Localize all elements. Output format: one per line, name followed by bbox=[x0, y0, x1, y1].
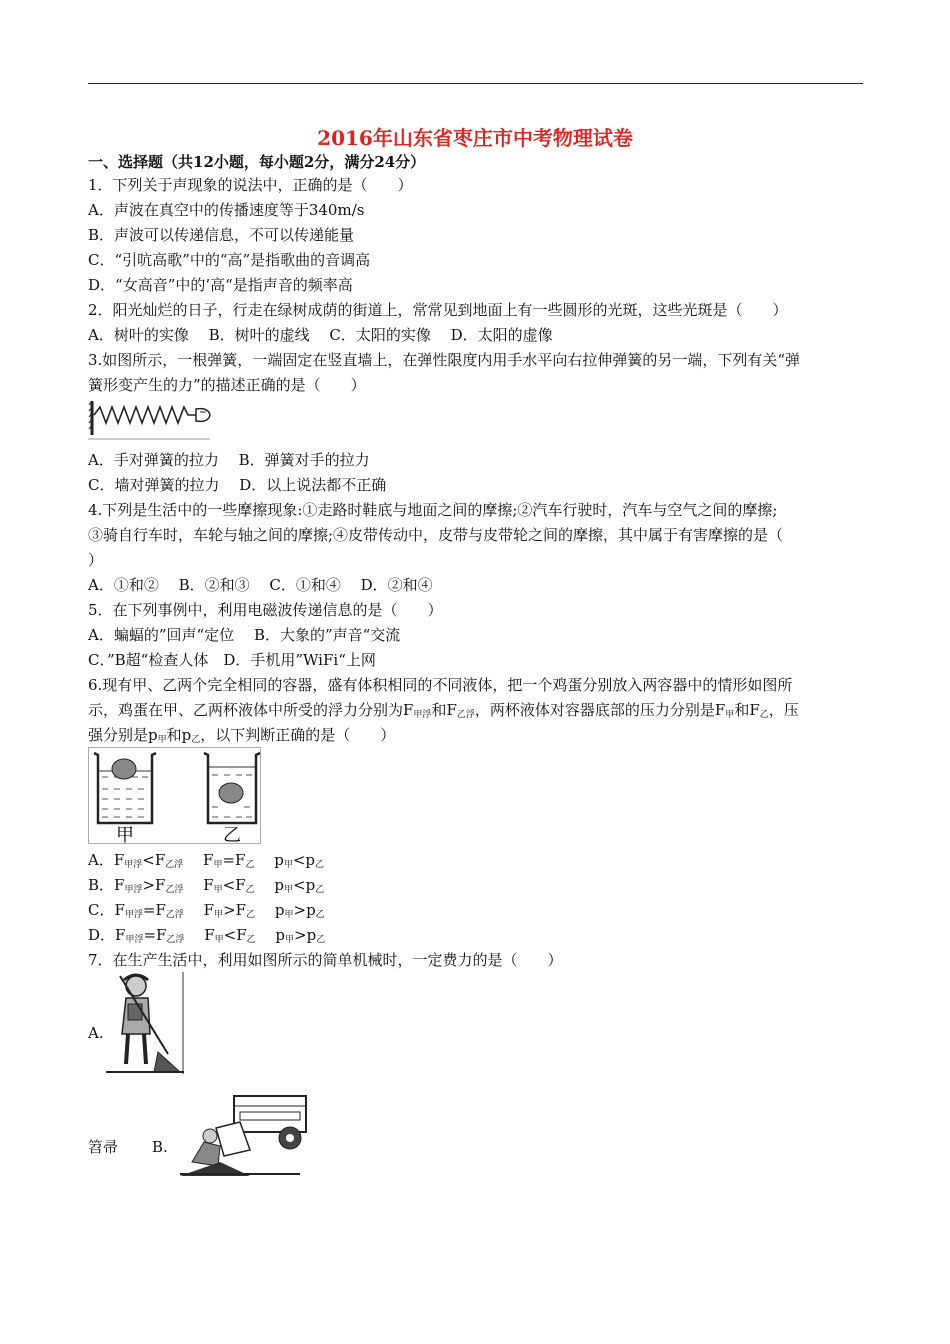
q6-stem-line3: 强分别是$p_甲$和$p_乙$，以下判断正确的是（ ） bbox=[88, 726, 396, 745]
q1-option-d: D．“女高音”中的’高“是指声音的频率高 bbox=[88, 276, 353, 294]
q4-stem-line2: ③骑自行车时，车轮与轴之间的摩擦;④皮带传动中，皮带与皮带轮之间的摩擦，其中属于有害摩擦的是（ bbox=[88, 526, 784, 544]
q3-options-ab: A．手对弹簧的拉力 B．弹簧对手的拉力 bbox=[88, 451, 370, 469]
q6-option-b: B．$F_{甲浮}>F_{乙浮}$ $F_甲<F_乙$ $p_甲<p_乙$ bbox=[88, 876, 325, 895]
q2-options: A．树叶的实像 B．树叶的虚线 C．太阳的实像 D．太阳的虚像 bbox=[88, 326, 553, 344]
q6-stem-line1: 6.现有甲、乙两个完全相同的容器，盛有体积相同的不同液体，把一个鸡蛋分别放入两容器中的情形如图所 bbox=[88, 676, 793, 694]
q7-option-b-label: B. bbox=[152, 1138, 168, 1156]
q5-options-ab: A．蝙蝠的”回声“定位 B．大象的”声音“交流 bbox=[88, 626, 401, 644]
beaker-label-yi: 乙 bbox=[223, 825, 241, 845]
q1-option-a: A．声波在真空中的传播速度等于340m/s bbox=[88, 201, 365, 219]
q2-stem: 2．阳光灿烂的日子，行走在绿树成荫的街道上，常常见到地面上有一些圆形的光斑，这些光斑是（ ） bbox=[88, 301, 788, 319]
q6-option-a: A．$F_{甲浮}<F_{乙浮}$ $F_甲=F_乙$ $p_甲<p_乙$ bbox=[88, 851, 325, 870]
q4-stem-line3: ） bbox=[88, 551, 104, 569]
spring-figure bbox=[88, 397, 212, 441]
q5-options-cd: C．”B超“检查人体 D．手机用”WiFi“上网 bbox=[88, 651, 376, 669]
q1-stem: 1．下列关于声现象的说法中，正确的是（ ） bbox=[88, 176, 413, 194]
header-rule bbox=[88, 83, 863, 84]
q1-option-b: B．声波可以传递信息，不可以传递能量 bbox=[88, 226, 355, 244]
q6-option-d: D．$F_{甲浮}=F_{乙浮}$ $F_甲<F_乙$ $p_甲>p_乙$ bbox=[88, 926, 326, 945]
section-heading: 一、选择题（共12小题，每小题2分，满分24分） bbox=[88, 153, 426, 171]
q4-stem-line1: 4.下列是生活中的一些摩擦现象:①走路时鞋底与地面之间的摩擦;②汽车行驶时，汽车与空气之间的摩擦; bbox=[88, 501, 778, 519]
beakers-figure bbox=[88, 747, 262, 845]
q3-stem-line1: 3.如图所示，一根弹簧，一端固定在竖直墙上，在弹性限度内用手水平向右拉伸弹簧的另一端，下列有关“弹 bbox=[88, 351, 800, 369]
page-title: 2016年山东省枣庄市中考物理试卷 bbox=[317, 126, 633, 150]
q7-option-a-label: A. bbox=[88, 1024, 104, 1042]
q1-option-c: C．“引吭高歌”中的“高”是指歌曲的音调高 bbox=[88, 251, 371, 269]
wheelbarrow-truck-figure bbox=[180, 1092, 308, 1176]
q3-options-cd: C．墙对弹簧的拉力 D．以上说法都不正确 bbox=[88, 476, 387, 494]
q5-stem: 5．在下列事例中，利用电磁波传递信息的是（ ） bbox=[88, 601, 443, 619]
beaker-label-jia: 甲 bbox=[116, 825, 134, 845]
q7-option-a-caption: 笤帚 bbox=[88, 1138, 119, 1156]
q7-stem: 7．在生产生活中，利用如图所示的简单机械时，一定费力的是（ ） bbox=[88, 951, 563, 969]
q6-stem-line2: 示，鸡蛋在甲、乙两杯液体中所受的浮力分别为$F_{甲浮}$和$F_{乙浮}$，两杯液体对容器底部的压力分别是$F_甲$和$F_乙$，压 bbox=[88, 701, 799, 720]
broom-sweeper-figure bbox=[106, 972, 184, 1074]
q4-options: A．①和② B．②和③ C．①和④ D．②和④ bbox=[88, 576, 433, 594]
q6-option-c: C．$F_{甲浮}=F_{乙浮}$ $F_甲>F_乙$ $p_甲>p_乙$ bbox=[88, 901, 325, 920]
q3-stem-line2: 簧形变产生的力”的描述正确的是（ ） bbox=[88, 376, 366, 394]
